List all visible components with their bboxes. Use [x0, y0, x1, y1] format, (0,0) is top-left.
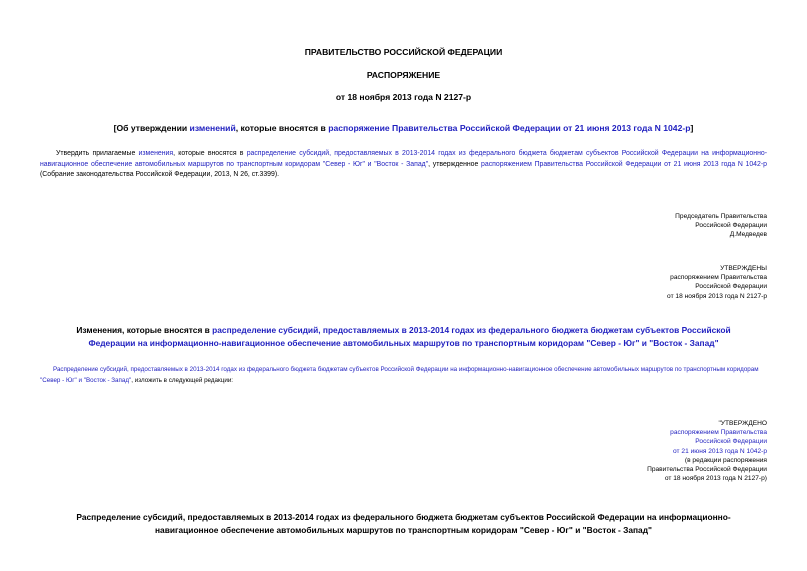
signature-line-1: Председатель Правительства [675, 213, 767, 220]
signature-line-2: Российской Федерации [695, 222, 767, 230]
main-text-2: , которые вносятся в [173, 150, 247, 157]
approved2-line-6: Правительства Российской Федерации [647, 466, 767, 474]
changes-title [60, 324, 747, 349]
approved2-line-1: "УТВЕРЖДЕНО [718, 420, 767, 427]
document-type: РАСПОРЯЖЕНИЕ [366, 70, 441, 80]
government-title: ПРАВИТЕЛЬСТВО РОССИЙСКОЙ ФЕДЕРАЦИИ [304, 47, 503, 57]
changes-title-link[interactable]: распределение субсидий, предоставляемых в 2013-2014 годах из федерального бюджета бюджетам субъектов Российской Федерации на информационно-навигационное обеспечение автомобильных маршрутов по транспортным коридорам "Север - Юг" и "Восток - Запад" [88, 325, 731, 348]
approved-line-3: Российской Федерации [695, 283, 767, 291]
subject-open: [Об утверждении [113, 123, 190, 133]
main-link-changes[interactable]: изменения [138, 150, 174, 157]
main-text-3: , утвержденное [428, 160, 482, 168]
subject-middle: , которые вносятся в [235, 123, 329, 133]
approved2-line-5: (в редакции распоряжения [684, 456, 767, 464]
changes-paragraph [40, 365, 767, 387]
approved-block [667, 264, 767, 301]
changes-title-text: Изменения, которые вносятся в [76, 325, 213, 335]
document-date-number: от 18 ноября 2013 года N 2127-р [335, 92, 472, 102]
subject-close: ] [690, 123, 694, 133]
main-link-distribution[interactable]: распределение субсидий, предоставляемых в 2013-2014 годах из федерального бюджета бюджетам субъектов Российской Федерации на информационно-навигационное обеспечение автомобильных маршрутов по транспортным коридорам "Север - Юг" и "Восток - Запад" [40, 150, 767, 168]
approved-block-2 [647, 419, 767, 483]
main-text-4: (Собрание законодательства Российской Федерации, 2013, N 26, ст.3399). [40, 171, 280, 179]
approved2-line-4[interactable]: от 21 июня 2013 года N 1042-р [673, 447, 767, 455]
document-subject [0, 123, 807, 133]
subject-link-changes[interactable]: изменений [189, 123, 236, 133]
signature-block [675, 212, 767, 240]
subject-link-order-1042[interactable]: распоряжение Правительства Российской Федерации от 21 июня 2013 года N 1042-р [328, 123, 691, 133]
main-text-1: Утвердить прилагаемые [56, 150, 139, 157]
approved-line-2: распоряжением Правительства [670, 274, 767, 282]
approved-line-1: УТВЕРЖДЕНЫ [720, 265, 767, 272]
signature-line-3: Д.Медведев [729, 231, 767, 239]
changes-paragraph-text: , изложить в следующей редакции: [131, 376, 234, 384]
approved2-line-7: от 18 ноября 2013 года N 2127-р) [664, 475, 767, 483]
distribution-title: Распределение субсидий, предоставляемых в 2013-2014 годах из федерального бюджета бюджетам субъектов Российской Федерации на информационно-навигационное обеспечение автомобильных маршрутов по транспортным коридорам "Север - Юг" и "Восток - Запад" [76, 512, 731, 535]
main-paragraph [40, 149, 767, 181]
approved2-line-3[interactable]: Российской Федерации [695, 438, 767, 446]
main-link-order-1042[interactable]: распоряжением Правительства Российской Федерации от 21 июня 2013 года N 1042-р [481, 160, 767, 168]
approved2-line-2[interactable]: распоряжением Правительства [670, 429, 767, 437]
changes-paragraph-link[interactable]: Распределение субсидий, предоставляемых в 2013-2014 годах из федерального бюджета бюджетам субъектов Российской Федерации на информационно-навигационное обеспечение автомобильных маршрутов по транспортным коридорам "Север - Юг" и "Восток - Запад" [40, 366, 759, 384]
approved-line-4: от 18 ноября 2013 года N 2127-р [667, 292, 767, 300]
